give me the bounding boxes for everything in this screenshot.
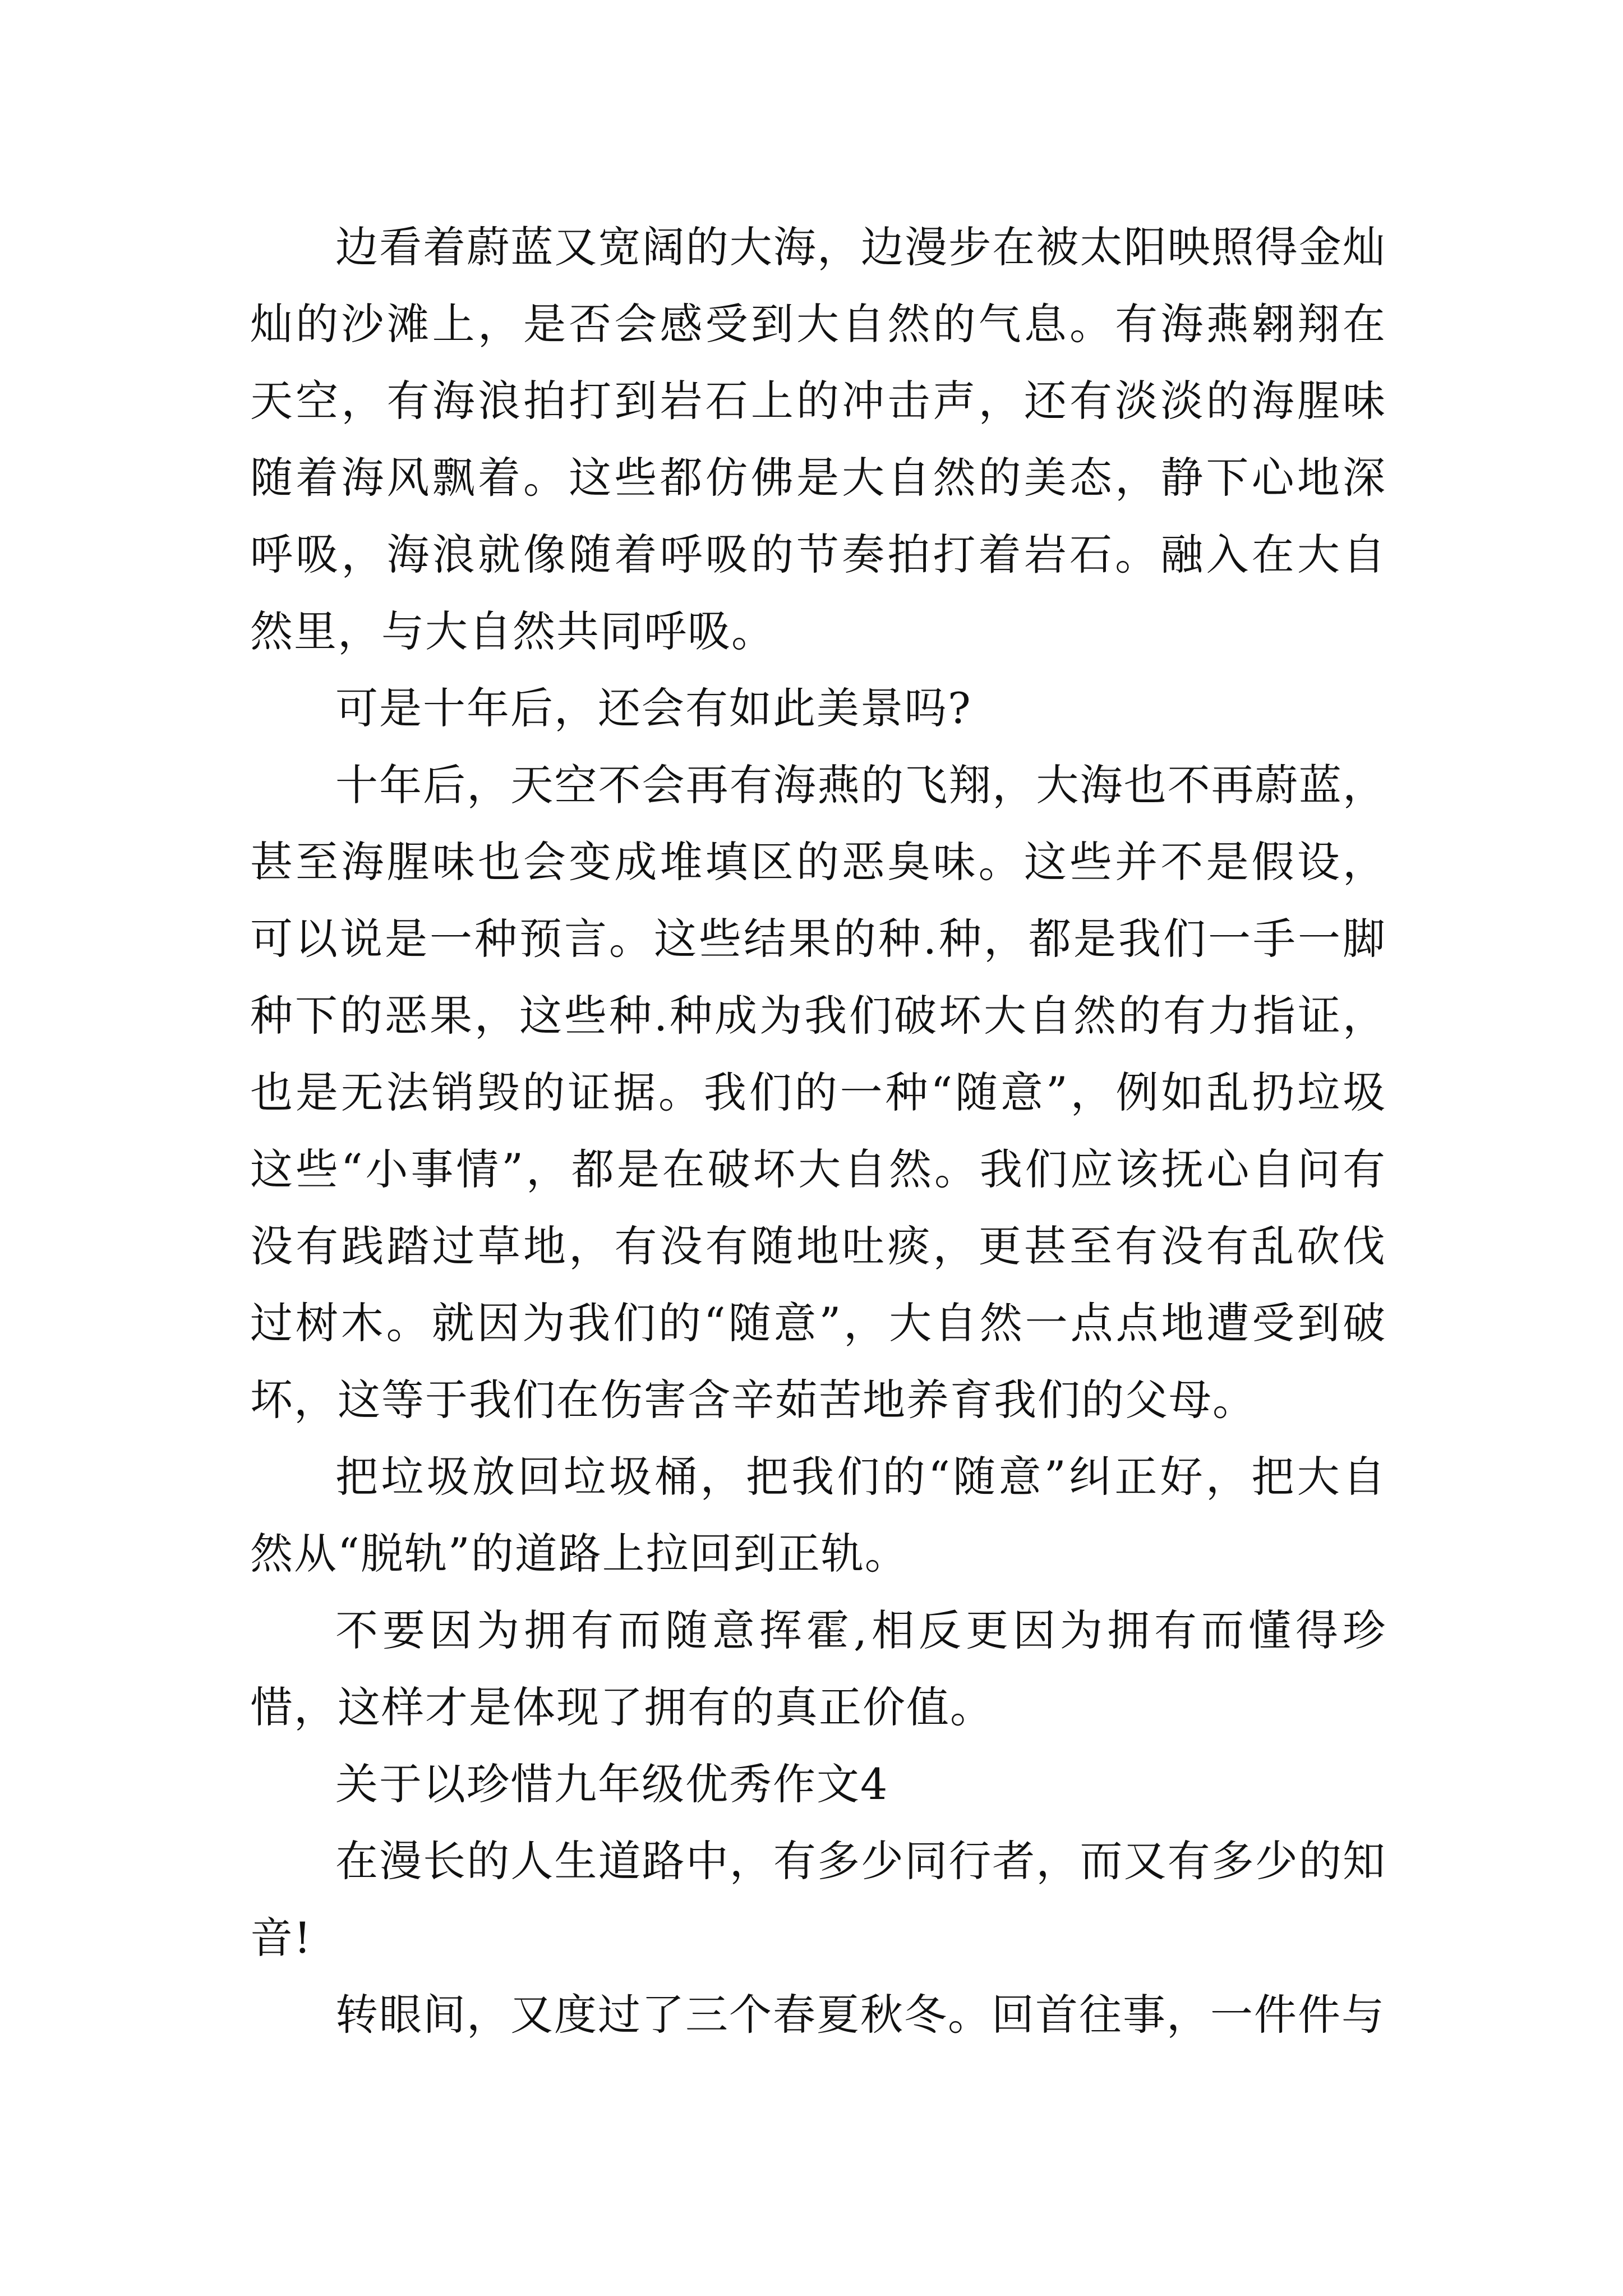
paragraph: 不要因为拥有而随意挥霍,相反更因为拥有而懂得珍惜，这样才是体现了拥有的真正价值。 [250, 1605, 1386, 1732]
paragraph: 把垃圾放回垃圾桶，把我们的“随意”纠正好，把大自然从“脱轨”的道路上拉回到正轨。 [250, 1452, 1386, 1579]
paragraph: 转眼间，又度过了三个春夏秋冬。回首往事，一件件与 [335, 1990, 1385, 2040]
document-body [250, 209, 1386, 2053]
paragraph: 十年后，天空不会再有海燕的飞翔，大海也不再蔚蓝，甚至海腥味也会变成堆填区的恶臭味。这些并不是假设，可以说是一种预言。这些结果的种.种，都是我们一手一脚种下的恶果，这些种.种成为我们破坏大自然的有力指证，也是无法销毁的证据。我们的一种“随意”，例如乱扔垃圾这些“小事情”，都是在破坏大自然。我们应该抚心自问有没有践踏过草地，有没有随地吐痰，更甚至有没有乱砍伐过树木。就因为我们的“随意”，大自然一点点地遭受到破坏，这等于我们在伤害含辛茹苦地养育我们的父母。 [250, 760, 1386, 1425]
paragraph: 可是十年后，还会有如此美景吗? [335, 683, 972, 733]
section-heading: 关于以珍惜九年级优秀作文4 [335, 1759, 889, 1809]
paragraph: 边看着蔚蓝又宽阔的大海，边漫步在被太阳映照得金灿灿的沙滩上，是否会感受到大自然的气息。有海燕翱翔在天空，有海浪拍打到岩石上的冲击声，还有淡淡的海腥味随着海风飘着。这些都仿佛是大自然的美态，静下心地深呼吸，海浪就像随着呼吸的节奏拍打着岩石。融入在大自然里，与大自然共同呼吸。 [250, 222, 1386, 656]
paragraph: 在漫长的人生道路中，有多少同行者，而又有多少的知音! [250, 1836, 1386, 1963]
